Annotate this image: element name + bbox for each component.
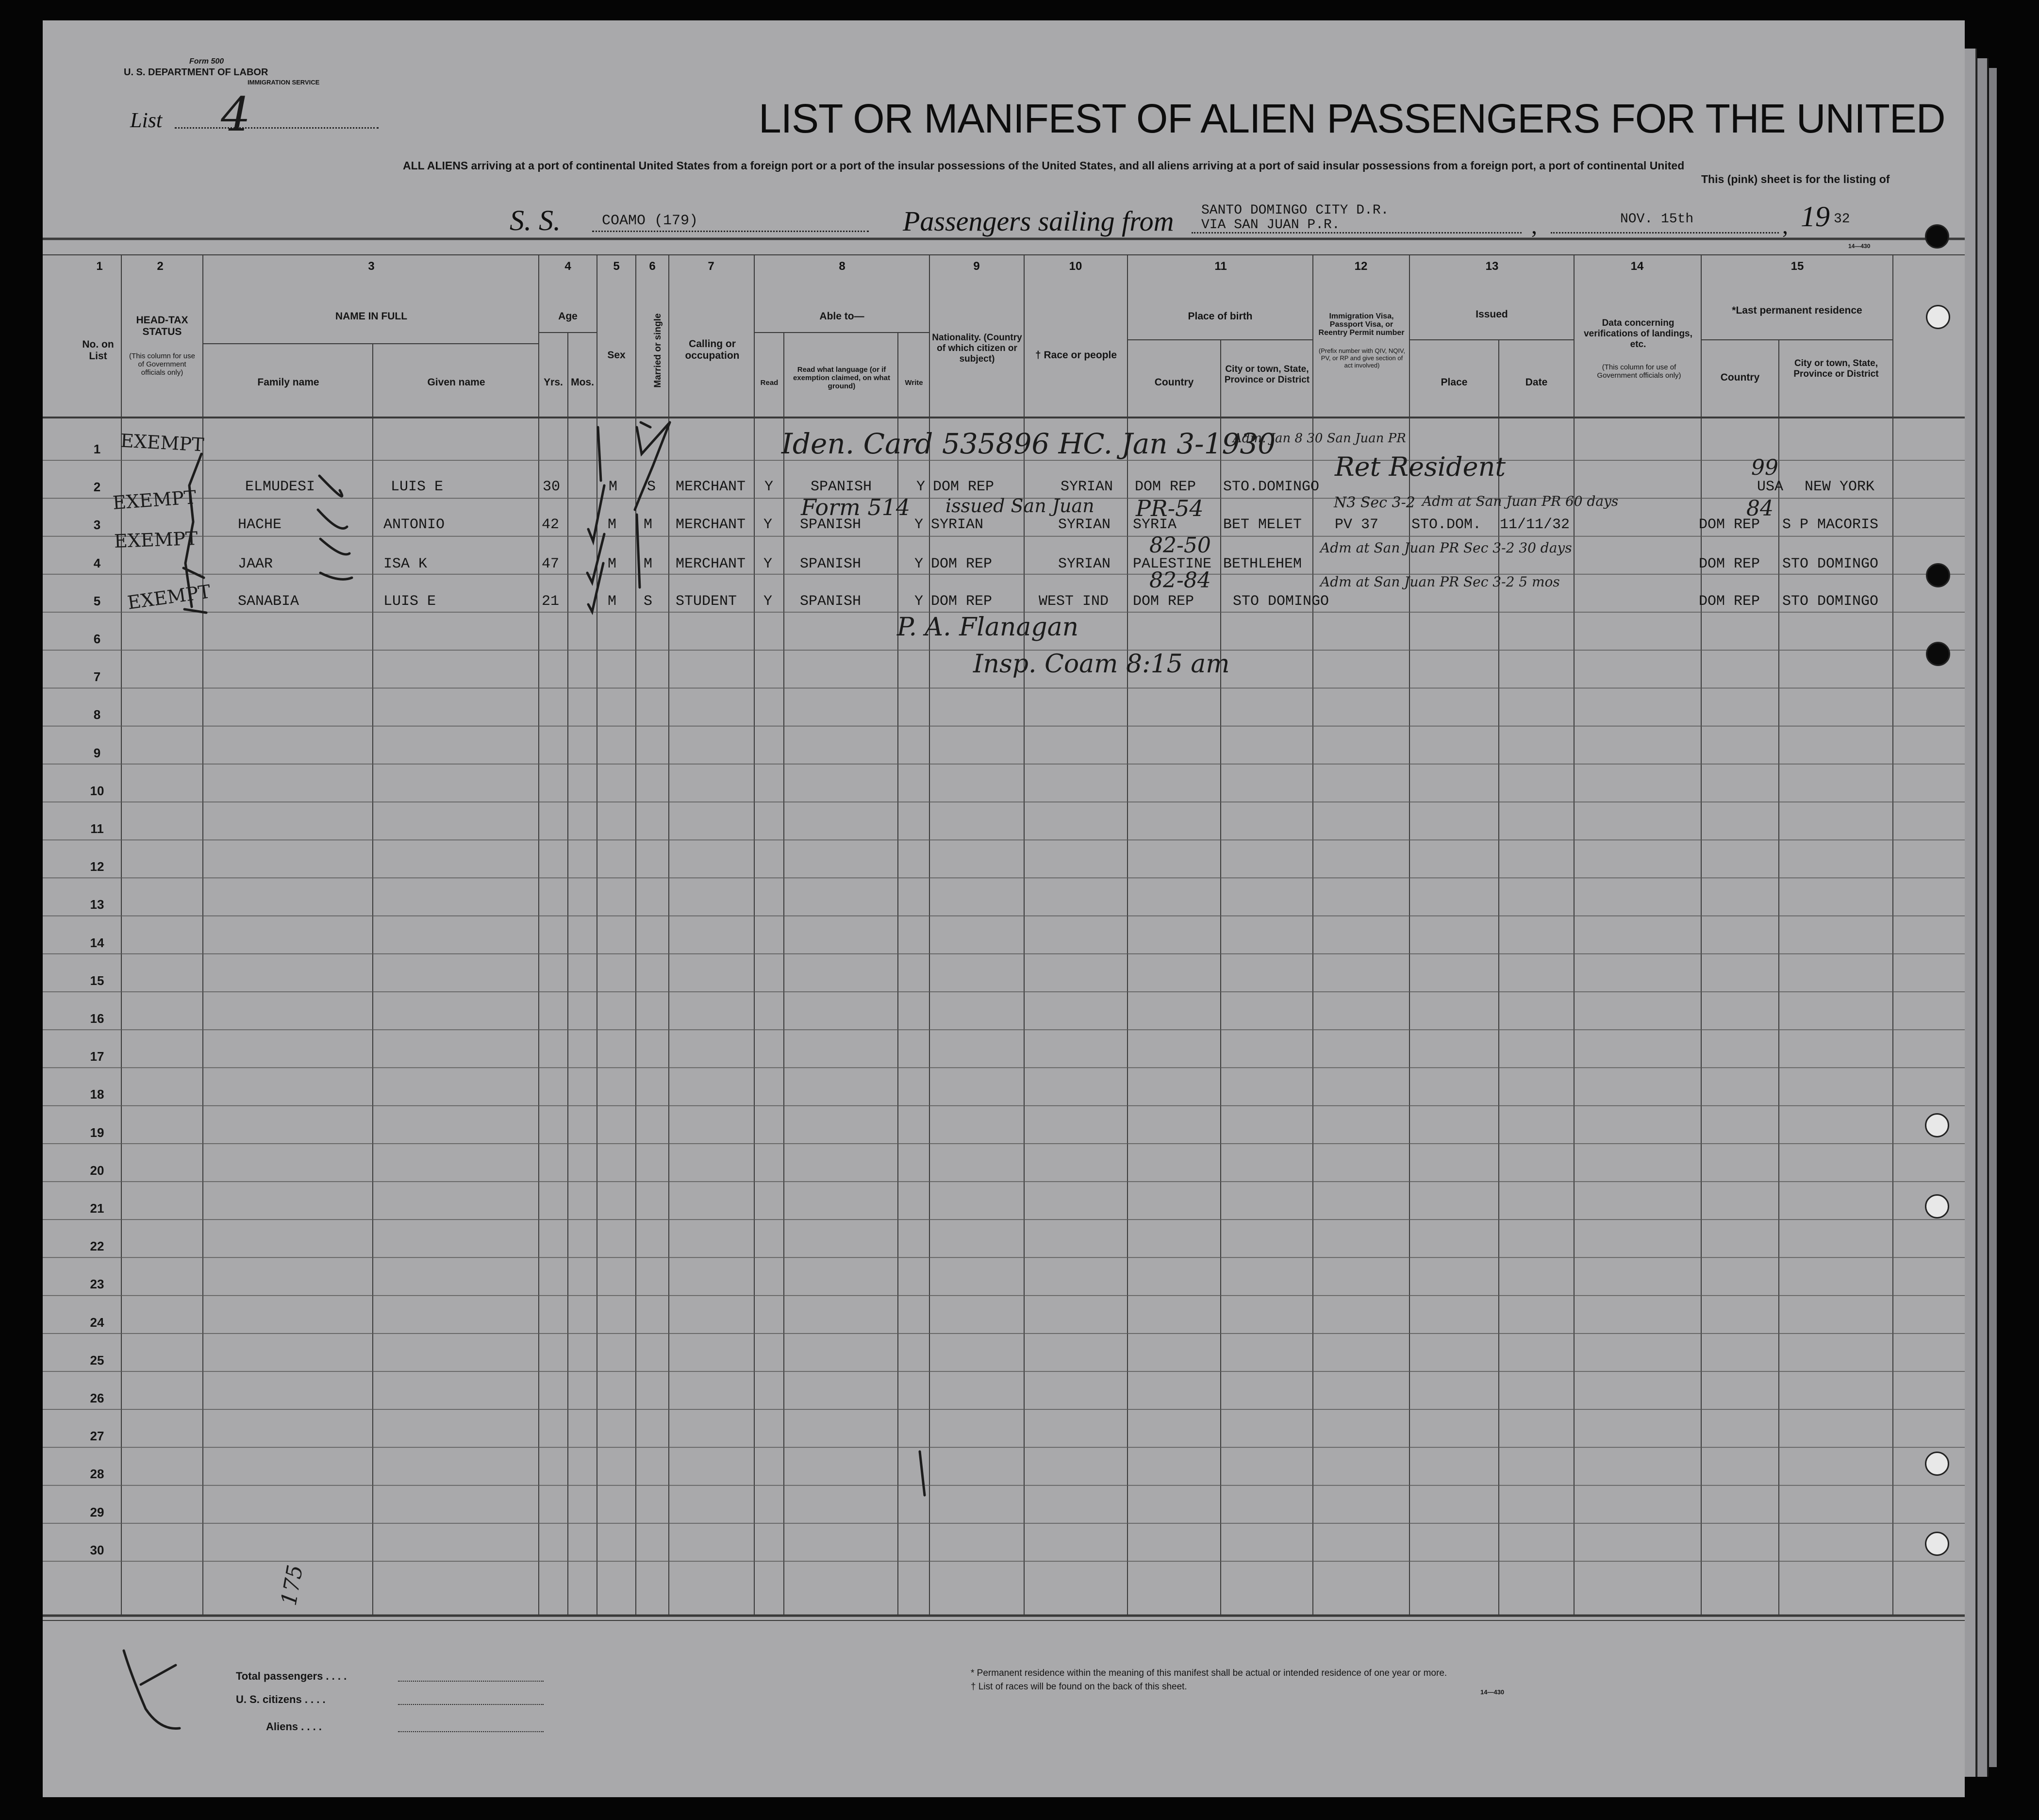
hdr-married-single: Married or single [653, 313, 663, 388]
binder-hole [1925, 224, 1949, 249]
residence-country: DOM REP [1699, 593, 1760, 610]
year-suffix: 32 [1834, 212, 1850, 227]
col-num-1: 1 [96, 260, 103, 273]
sex: M [608, 517, 617, 533]
given-name: ISA K [383, 556, 428, 572]
visa-number: PV 37 [1335, 517, 1379, 533]
form-number: Form 500 [189, 57, 224, 66]
handwritten-res-84: 84 [1746, 496, 1774, 521]
birth-city: BET MELET [1223, 517, 1302, 533]
handwritten-res-99: 99 [1751, 455, 1778, 480]
birth-city: STO.DOMINGO [1223, 479, 1320, 495]
comma: , [1782, 213, 1788, 239]
handwritten-admitted: Adm. Jan 8 30 San Juan PR [1233, 431, 1406, 446]
row-number: 4 [93, 555, 101, 570]
manifest-title: LIST OR MANIFEST OF ALIEN PASSENGERS FOR THE UNITED [759, 96, 1945, 141]
residence-country: DOM REP [1699, 556, 1760, 572]
row-number: 12 [90, 859, 104, 874]
able-write: Y [916, 479, 926, 495]
family-name: JAAR [238, 556, 273, 572]
sex: M [608, 593, 617, 610]
hdr-no-on-list: No. on List [82, 339, 114, 362]
hdr-given-name: Given name [427, 377, 485, 388]
handwritten-iden-card: Iden. Card 535896 HC. Jan 3-1930 [781, 427, 1276, 460]
binder-hole [1925, 1194, 1949, 1219]
col-num-7: 7 [708, 260, 714, 273]
language: SPANISH [800, 517, 862, 533]
hdr-mos: Mos. [571, 377, 594, 388]
row-number: 22 [90, 1239, 104, 1254]
aliens-line [398, 1731, 544, 1732]
col-num-10: 10 [1069, 260, 1082, 273]
row-number: 19 [90, 1125, 104, 1140]
hdr-head-tax-note: (This column for use of Government officials only) [129, 352, 195, 377]
row-number: 18 [90, 1087, 104, 1102]
row-number: 6 [93, 632, 101, 646]
hdr-name-in-full: NAME IN FULL [335, 311, 408, 322]
hdr-visa-note: (Prefix number with QIV, NQIV, PV, or RP and give section of act involved) [1318, 347, 1406, 369]
able-read: Y [763, 517, 773, 533]
col-num-5: 5 [613, 260, 620, 273]
able-read: Y [764, 479, 774, 495]
family-name: HACHE [238, 517, 282, 533]
row-number: 25 [90, 1352, 104, 1368]
issued-place: STO.DOM. [1411, 517, 1482, 533]
row-number: 28 [90, 1467, 104, 1482]
col-num-2: 2 [157, 260, 164, 273]
residence-country: DOM REP [1699, 517, 1760, 533]
row-number: 16 [90, 1011, 104, 1026]
hdr-calling: Calling or occupation [685, 338, 740, 361]
list-label: List [130, 108, 163, 132]
manifest-subtitle: ALL ALIENS arriving at a port of continental United States from a foreign port or a port of the insular possessions of the United States, and all aliens arriving at a port of said insular possessions from a foreign port, a port of continental United [403, 159, 1685, 172]
handwritten-form-514: Form 514 [801, 494, 911, 520]
row-number: 5 [93, 593, 101, 608]
language: SPANISH [800, 556, 862, 572]
race: SYRIAN [1061, 479, 1113, 495]
nationality: SYRIAN [931, 517, 984, 533]
able-read: Y [763, 556, 773, 572]
marital-status: S [647, 479, 656, 495]
hdr-data-note: (This column for use of Government officials only) [1597, 363, 1681, 380]
age: 42 [542, 517, 560, 533]
hdr-birth-city: City or town, State, Province or District [1224, 364, 1310, 385]
row-number: 9 [93, 745, 101, 760]
row-number: 8 [93, 707, 101, 722]
row-number: 3 [93, 518, 101, 533]
birth-country: DOM REP [1135, 479, 1196, 495]
residence-city: STO DOMINGO [1782, 556, 1879, 572]
binder-hole [1926, 563, 1950, 587]
hdr-family-name: Family name [257, 377, 319, 388]
binder-hole [1925, 1532, 1949, 1556]
birth-city: BETHLEHEM [1223, 556, 1302, 572]
hdr-nationality: Nationality. (Country of which citizen or subject) [932, 333, 1022, 364]
row-number: 7 [93, 669, 101, 685]
occupation: MERCHANT [676, 556, 746, 572]
row-number: 29 [90, 1504, 104, 1519]
age: 21 [542, 593, 560, 610]
footnote-residence: * Permanent residence within the meaning of this manifest shall be actual or intended residence of one year or more. [971, 1668, 1447, 1678]
list-number: 4 [221, 87, 251, 142]
family-name: ELMUDESI [245, 479, 315, 495]
col-num-12: 12 [1354, 260, 1368, 273]
nationality: DOM REP [931, 593, 993, 610]
hdr-yrs: Yrs. [544, 377, 563, 388]
row-number: 30 [90, 1542, 104, 1557]
hdr-res-country: Country [1720, 372, 1760, 383]
marital-status: M [644, 517, 653, 533]
hdr-read: Read [760, 379, 779, 387]
row-number: 15 [90, 973, 104, 988]
residence-country: USA [1757, 479, 1784, 495]
ss-label: S. S. [510, 204, 561, 236]
row-number: 2 [93, 480, 101, 495]
able-read: Y [763, 593, 773, 610]
handwritten-code-row4: 82-84 [1149, 568, 1211, 593]
ship-line [592, 231, 869, 232]
sailing-date: NOV. 15th [1620, 212, 1694, 227]
service-label: IMMIGRATION SERVICE [248, 79, 320, 86]
binder-hole [1926, 642, 1950, 666]
binder-hole [1926, 305, 1950, 329]
comma: , [1531, 213, 1537, 239]
row-number: 14 [90, 935, 104, 950]
head-tax-stamp: EXEMPT [126, 581, 212, 614]
corner-code: 14—430 [1848, 243, 1871, 250]
nationality: DOM REP [931, 556, 993, 572]
binder-hole [1925, 1452, 1949, 1476]
hdr-able-to: Able to— [819, 311, 864, 322]
marital-status: M [644, 556, 653, 572]
row-number: 11 [90, 821, 104, 836]
issued-date: 11/11/32 [1500, 517, 1570, 533]
birth-country: PALESTINE [1133, 556, 1212, 572]
hdr-data-concerning: Data concerning verifications of landings, etc. [1584, 318, 1692, 350]
handwritten-pr54: PR-54 [1136, 495, 1204, 521]
department-label: U. S. DEPARTMENT OF LABOR [124, 67, 268, 78]
list-line [175, 127, 379, 129]
port-line-2: VIA SAN JUAN P.R. [1201, 217, 1340, 233]
birth-country: SYRIA [1133, 517, 1177, 533]
hdr-write: Write [905, 379, 923, 387]
row-number: 10 [90, 783, 104, 798]
handwritten-margin-number: 175 [276, 1563, 308, 1608]
col-num-9: 9 [973, 260, 980, 273]
able-write: Y [914, 556, 924, 572]
row-number: 17 [90, 1049, 104, 1064]
hdr-visa: Immigration Visa, Passport Visa, or Reentry Permit number [1318, 312, 1405, 337]
given-name: LUIS E [383, 593, 436, 610]
row-number: 13 [90, 897, 104, 912]
row-number: 20 [90, 1163, 104, 1178]
hdr-head-tax: HEAD-TAX STATUS [136, 315, 188, 337]
marital-status: S [644, 593, 653, 610]
head-tax-stamp: EXEMPT [119, 430, 205, 456]
language: SPANISH [800, 593, 862, 610]
aliens-label: Aliens . . . . [266, 1720, 322, 1733]
hdr-birth-country: Country [1154, 377, 1194, 388]
total-line [398, 1681, 544, 1682]
port-line-1: SANTO DOMINGO CITY D.R. [1201, 203, 1389, 218]
citizens-line [398, 1704, 544, 1705]
given-name: ANTONIO [383, 517, 445, 533]
hdr-issued-date: Date [1525, 377, 1548, 388]
row-number: 21 [90, 1201, 104, 1216]
hdr-sex: Sex [607, 350, 626, 361]
col-num-11: 11 [1214, 260, 1227, 273]
col-num-3: 3 [368, 260, 375, 273]
occupation: MERCHANT [676, 479, 746, 495]
handwritten-issued-sj: issued San Juan [945, 495, 1094, 517]
able-write: Y [914, 517, 924, 533]
family-name: SANABIA [238, 593, 299, 610]
occupation: STUDENT [676, 593, 737, 610]
footer-code: 14—430 [1480, 1688, 1505, 1696]
nationality: DOM REP [933, 479, 995, 495]
binder-hole [1925, 1113, 1949, 1137]
handwritten-inspector: P. A. Flanagan [897, 613, 1079, 642]
hdr-res-city: City or town, State, Province or District [1793, 358, 1879, 379]
hdr-issued-place: Place [1441, 377, 1468, 388]
col-num-14: 14 [1630, 260, 1644, 273]
sailing-label: Passengers sailing from [903, 205, 1174, 237]
us-citizens-label: U. S. citizens . . . . [236, 1693, 326, 1705]
birth-city: STO DOMINGO [1233, 593, 1329, 610]
language: SPANISH [811, 479, 872, 495]
col-num-13: 13 [1485, 260, 1499, 273]
handwritten-admit-row2: Adm at San Juan PR 60 days [1422, 493, 1619, 509]
row-number: 26 [90, 1391, 104, 1405]
date-line [1551, 232, 1779, 234]
race: WEST IND [1039, 593, 1109, 610]
handwritten-n3: N3 Sec 3-2 [1334, 494, 1415, 511]
sex: M [609, 479, 618, 495]
race: SYRIAN [1058, 517, 1111, 533]
birth-country: DOM REP [1133, 593, 1194, 610]
row-number: 27 [90, 1429, 104, 1444]
head-tax-stamp: EXEMPT [114, 528, 199, 552]
col-num-15: 15 [1790, 260, 1804, 273]
age: 30 [543, 479, 561, 495]
ship-name: COAMO (179) [602, 213, 698, 229]
row-number: 1 [93, 442, 101, 456]
total-passengers-label: Total passengers . . . . [236, 1670, 347, 1682]
occupation: MERCHANT [676, 517, 746, 533]
footnote-races: † List of races will be found on the back of this sheet. [971, 1682, 1187, 1692]
row-number: 23 [90, 1277, 104, 1292]
handwritten-inspection: Insp. Coam 8:15 am [973, 650, 1230, 679]
given-name: LUIS E [391, 479, 444, 495]
col-num-8: 8 [839, 260, 845, 273]
hdr-race: † Race or people [1035, 350, 1117, 361]
age: 47 [542, 556, 560, 572]
hdr-issued: Issued [1475, 309, 1508, 320]
year-prefix: 19 [1801, 200, 1830, 233]
manifest-subtitle-2: This (pink) sheet is for the listing of [1701, 173, 1890, 185]
residence-city: STO DOMINGO [1782, 593, 1879, 610]
hdr-read-language: Read what language (or if exemption claimed, on what ground) [793, 366, 891, 390]
row-number: 24 [90, 1315, 104, 1330]
handwritten-code-row3: 82-50 [1149, 533, 1211, 558]
residence-city: S P MACORIS [1782, 517, 1879, 533]
residence-city: NEW YORK [1805, 479, 1875, 495]
handwritten-admit-row4: Adm at San Juan PR Sec 3-2 5 mos [1320, 574, 1560, 590]
port-line [1192, 232, 1522, 234]
sex: M [608, 556, 617, 572]
race: SYRIAN [1058, 556, 1111, 572]
hdr-age: Age [558, 311, 578, 322]
able-write: Y [914, 593, 924, 610]
head-tax-stamp: EXEMPT [112, 486, 197, 514]
col-num-6: 6 [649, 260, 656, 273]
col-num-4: 4 [564, 260, 571, 273]
handwritten-ret-resident: Ret Resident [1335, 451, 1506, 482]
hdr-place-of-birth: Place of birth [1188, 311, 1253, 322]
handwritten-admit-row3: Adm at San Juan PR Sec 3-2 30 days [1320, 540, 1572, 556]
hdr-last-residence: *Last permanent residence [1732, 305, 1862, 316]
